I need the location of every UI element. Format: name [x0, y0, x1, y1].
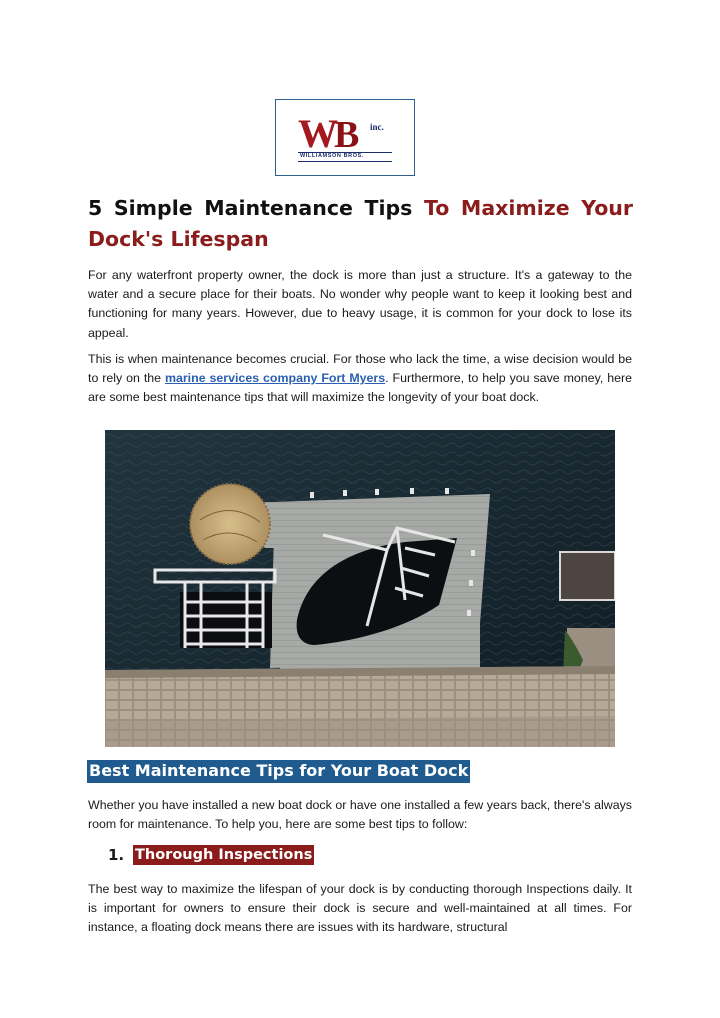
title-part-2: To Maximize Your Dock's Lifespan: [88, 196, 634, 251]
title-part-1: 5 Simple Maintenance Tips: [88, 196, 424, 220]
page-title: [88, 193, 633, 255]
tip-number: 1.: [108, 846, 125, 864]
logo-subtitle: WILLIAMSON BROS.: [300, 153, 364, 159]
logo-inc: inc.: [370, 122, 384, 132]
marine-services-link[interactable]: marine services company Fort Myers: [164, 371, 386, 386]
company-logo: [275, 99, 415, 176]
logo-monogram: WB: [298, 111, 356, 156]
dock-aerial-photo: [105, 430, 615, 747]
section-intro-paragraph: Whether you have installed a new boat dock or have one installed a few years back, there's always room for maintenance. To help you, here are some best tips to follow:: [88, 798, 632, 832]
intro-p2-before: This is when maintenance becomes crucial. For those who lack the time, a wise decision would be to rely on the: [88, 352, 632, 386]
section-heading: Best Maintenance Tips for Your Boat Dock: [87, 760, 470, 783]
intro-p2-after: . Furthermore, to help you save money, here are some best maintenance tips that will maximize the longevity of your boat dock.: [88, 371, 632, 405]
tip-heading-thorough-inspections: Thorough Inspections: [135, 847, 313, 863]
tip-paragraph: The best way to maximize the lifespan of your dock is by conducting thorough Inspections daily. It is important for owners to ensure their dock is secure and well-maintained at all times. For instance, a floating dock means there are issues with its hardware, structural: [88, 882, 632, 935]
intro-paragraph-1: For any waterfront property owner, the dock is more than just a structure. It's a gateway to the water and a secure place for their boats. No wonder why people want to keep it looking best and functioning for many years. However, due to heavy usage, it is common for your dock to lose its appeal.: [88, 268, 632, 340]
intro-paragraph-2: [88, 350, 632, 408]
